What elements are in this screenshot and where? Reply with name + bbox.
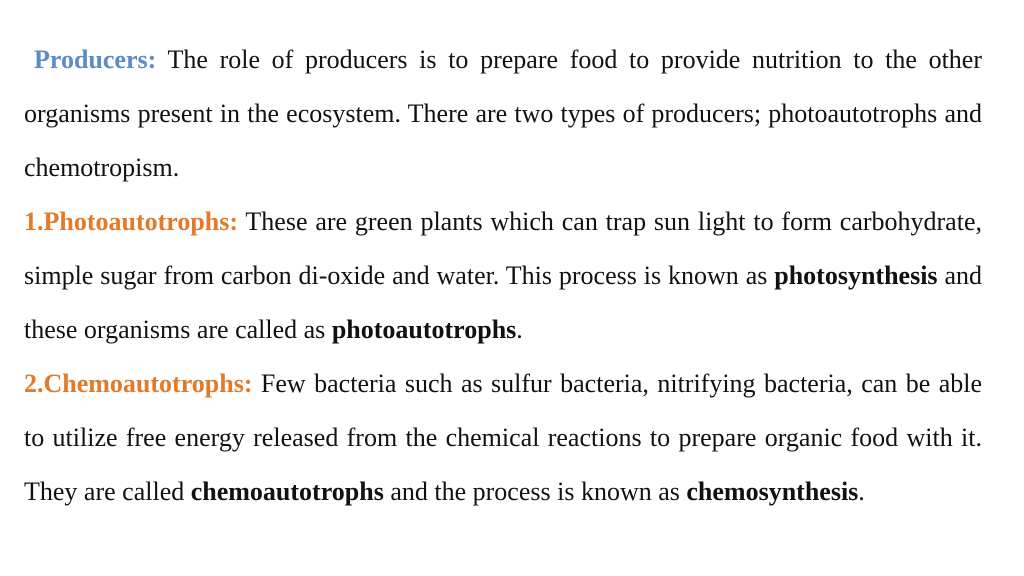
chemoautotrophs-text-b: and the process is known as	[383, 477, 687, 506]
producers-term: Producers:	[34, 45, 157, 74]
chemoautotrophs-paragraph	[24, 357, 982, 519]
chemoautotrophs-keyword: chemoautotrophs	[190, 477, 384, 506]
photosynthesis-keyword: photosynthesis	[774, 261, 938, 290]
photoautotrophs-term: 1.Photoautotrophs:	[24, 207, 239, 236]
slide-content	[24, 33, 982, 519]
photoautotrophs-paragraph	[24, 195, 982, 357]
chemosynthesis-keyword: chemosynthesis	[686, 477, 859, 506]
chemoautotrophs-text-c: .	[858, 477, 865, 506]
chemoautotrophs-term: 2.Chemoautotrophs:	[24, 369, 253, 398]
producers-paragraph	[24, 33, 982, 195]
photoautotrophs-text-b: and these organisms are called as	[24, 261, 982, 344]
photoautotrophs-text-a: These are green plants which can trap sun light to form carbohydrate, simple sugar from carbon di-oxide and water. This process is known as	[24, 207, 982, 290]
chemoautotrophs-text-a: Few bacteria such as sulfur bacteria, nitrifying bacteria, can be able to utilize free energy released from the chemical reactions to prepare organic food with it. They are called	[24, 369, 982, 506]
photoautotrophs-keyword: photoautotrophs	[331, 315, 517, 344]
producers-text: The role of producers is to prepare food to provide nutrition to the other organisms present in the ecosystem. There are two types of producers; photoautotrophs and chemotropism.	[24, 45, 982, 182]
photoautotrophs-text-c: .	[516, 315, 523, 344]
